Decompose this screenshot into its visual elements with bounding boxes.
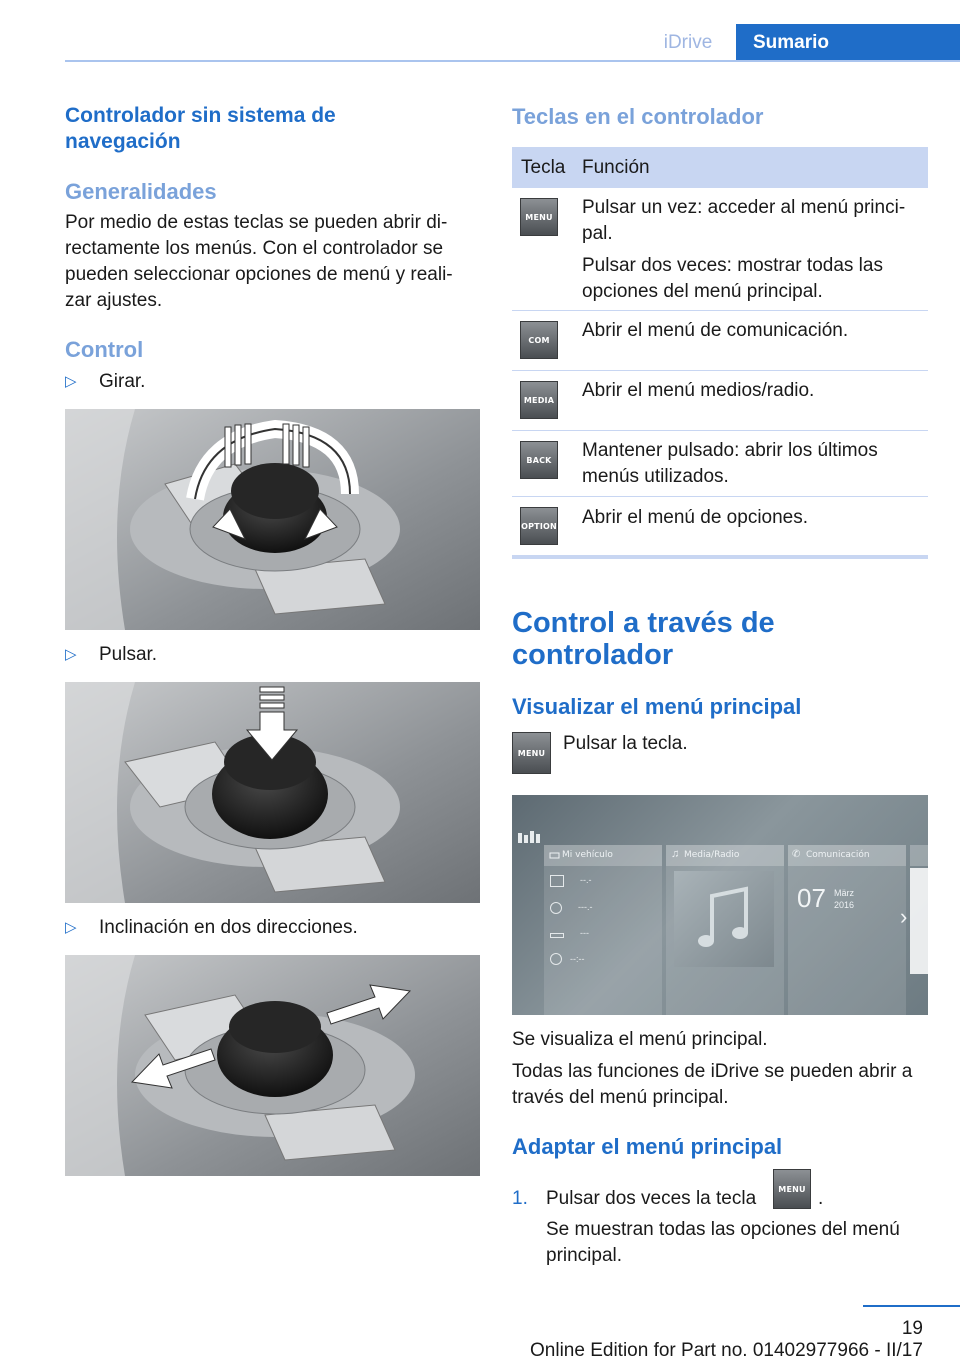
panel-my-vehicle[interactable] [544, 845, 662, 1015]
row-desc: Abrir el menú de opciones. [582, 507, 809, 528]
range-icon [550, 902, 562, 914]
section-title: Controlador sin sistema de navegación [65, 104, 336, 153]
distance-icon [550, 933, 564, 938]
bullet-text: Pulsar. [99, 644, 158, 665]
menu-key-icon: MENU [512, 732, 551, 774]
value-fuel: --.- [580, 875, 592, 885]
panel-title: Media/Radio [666, 845, 784, 866]
bullet-triangle-icon: ▷ [65, 919, 77, 936]
calendar-day: 07 [797, 883, 826, 913]
row-desc: Abrir el menú de comunicación. [582, 320, 849, 341]
step-end: . [818, 1188, 824, 1209]
press-key-text: Pulsar la tecla. [563, 733, 688, 754]
heading-teclas: Teclas en el controlador [512, 104, 764, 129]
heading-control-controller: Control a través de controlador [512, 607, 775, 671]
shown-text: Se visualiza el menú principal. [512, 1029, 768, 1050]
table-header [512, 147, 928, 188]
heading-control: Control [65, 337, 144, 362]
value-distance: --- [580, 928, 589, 938]
idrive-main-menu-screenshot [512, 795, 928, 1015]
table-end-rule [512, 555, 928, 559]
back-key-icon: BACK [520, 441, 558, 479]
row-desc: Pulsar un vez: acceder al menú princi-pal. [582, 197, 906, 244]
controller-tilt-illustration [65, 955, 480, 1176]
bullet-triangle-icon: ▷ [65, 373, 77, 390]
fuel-icon [550, 875, 564, 887]
menu-key-icon: MENU [773, 1169, 811, 1209]
step-text: Pulsar dos veces la tecla [546, 1188, 757, 1209]
calendar-month: März [834, 888, 854, 898]
phone-icon: ✆ [792, 849, 801, 860]
table-row [512, 431, 928, 497]
menu-key-icon: MENU [520, 198, 558, 236]
col-header-function: Función [582, 156, 650, 178]
page-number: 19 [901, 1318, 923, 1339]
value-time: --:-- [570, 954, 585, 964]
calendar-year: 2016 [834, 900, 855, 910]
panel-media-radio[interactable] [666, 845, 784, 1015]
edition-note: Online Edition for Part no. 01402977966 - II/17 [530, 1340, 923, 1361]
tab-sumario[interactable]: Sumario [736, 24, 960, 62]
media-key-icon: MEDIA [520, 381, 558, 419]
all-functions-text: Todas las funciones de iDrive se pueden abrir a través del menú principal. [512, 1061, 913, 1108]
row-desc: Pulsar dos veces: mostrar todas las opciones del menú principal. [582, 255, 883, 302]
album-art [674, 871, 774, 967]
bullet-triangle-icon: ▷ [65, 646, 77, 663]
panel-title: Mi vehículo [544, 845, 662, 866]
table-row [512, 311, 928, 371]
com-key-icon: COM [520, 321, 558, 359]
row-desc: Mantener pulsado: abrir los últimos menús utilizados. [582, 440, 878, 487]
footer-rule [863, 1305, 960, 1307]
table-row [512, 497, 928, 555]
step-number: 1. [512, 1188, 528, 1209]
panel-title: Comunicación [788, 845, 906, 866]
next-arrow-icon[interactable]: › [900, 904, 908, 929]
heading-adapt-menu: Adaptar el menú principal [512, 1134, 783, 1159]
controller-press-illustration [65, 682, 480, 903]
heading-generalidades: Generalidades [65, 179, 217, 204]
bullet-text: Girar. [99, 371, 146, 392]
row-desc: Abrir el menú medios/radio. [582, 380, 815, 401]
heading-show-main-menu: Visualizar el menú principal [512, 694, 802, 719]
option-key-icon: OPTION [520, 507, 558, 545]
table-row [512, 188, 928, 311]
panel-next-title [910, 845, 928, 866]
clock-icon [550, 953, 562, 965]
panel-next[interactable] [910, 868, 928, 974]
header-rule [65, 60, 960, 62]
panel-communication[interactable] [788, 845, 906, 1015]
menu-logo-icon [518, 831, 540, 845]
col-header-key: Tecla [521, 156, 566, 178]
music-note-icon: ♫ [671, 848, 680, 860]
car-icon [549, 849, 560, 861]
tab-idrive[interactable]: iDrive [663, 32, 713, 53]
large-music-note-icon [674, 871, 774, 967]
general-paragraph: Por medio de estas teclas se pueden abrir di-rectamente los menús. Con el controlador se pueden seleccionar opciones de menú y reali-zar ajustes. [65, 212, 453, 311]
bullet-text: Inclinación en dos direcciones. [99, 917, 358, 938]
controller-rotate-illustration [65, 409, 480, 630]
keys-table [512, 147, 928, 555]
value-range: ---.- [578, 902, 593, 912]
table-row [512, 371, 928, 431]
step-subtext: Se muestran todas las opciones del menú principal. [546, 1219, 900, 1266]
